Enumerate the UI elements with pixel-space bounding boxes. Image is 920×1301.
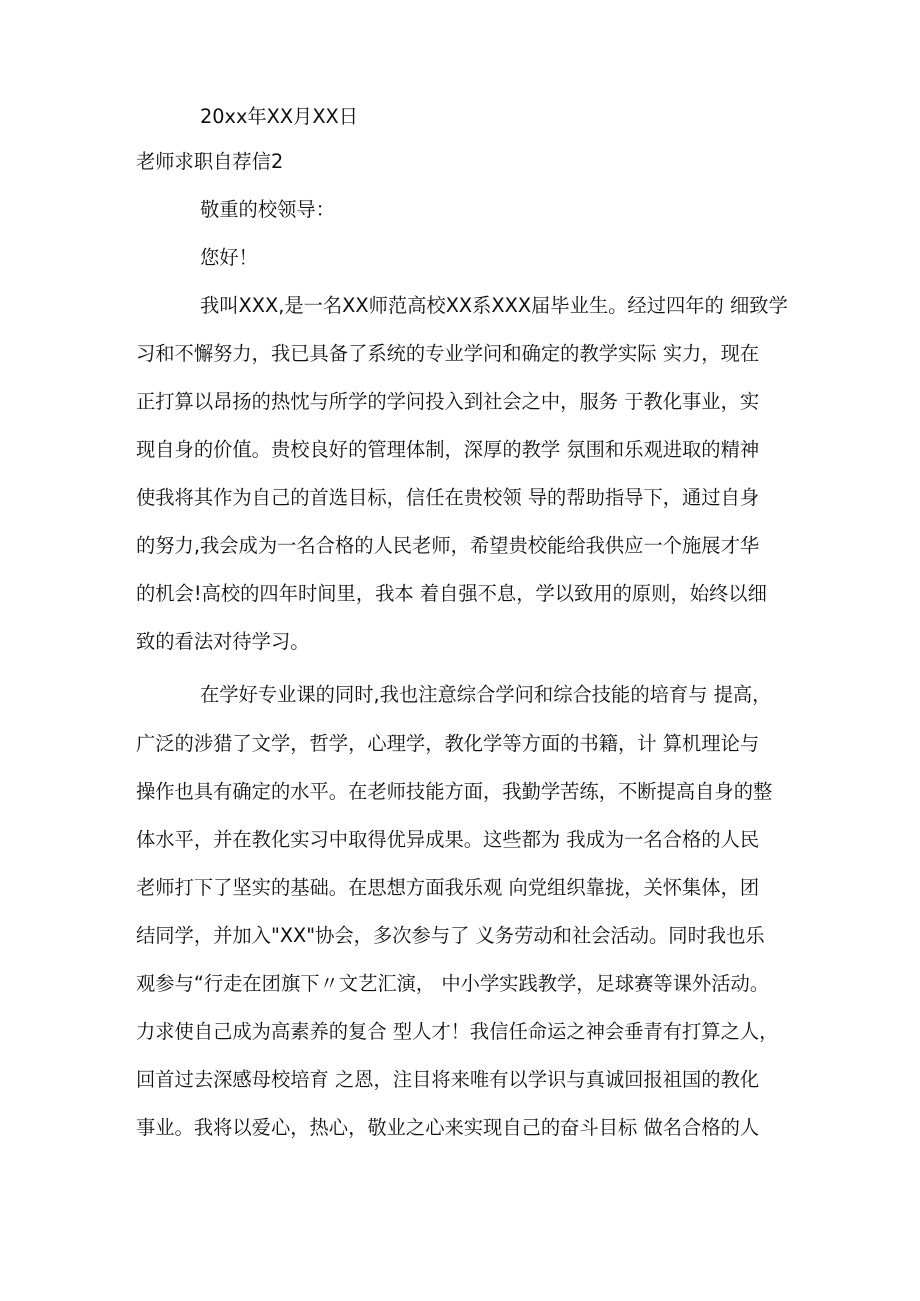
salutation: 敬重的校领导： xyxy=(200,198,335,221)
paragraph-2-line: 老师打下了坚实的基础。在思想方面我乐观 向党组织靠拢，关怀集体，团 xyxy=(136,876,760,899)
paragraph-2-line: 回首过去深感母校培育 之恩，注目将来唯有以学识与真诚回报祖国的教化 xyxy=(136,1068,760,1091)
letter-date: 20xx年XX月XX日 xyxy=(200,105,359,128)
paragraph-2-line: 在学好专业课的同时,我也注意综合学问和综合技能的培育与 提高， xyxy=(200,683,772,706)
paragraph-1-line: 的机会!高校的四年时间里，我本 着自强不息，学以致用的原则，始终以细 xyxy=(136,582,767,605)
paragraph-2-line: 操作也具有确定的水平。在老师技能方面，我勤学苦练，不断提高自身的整 xyxy=(136,780,773,803)
paragraph-2-line: 广泛的涉猎了文学，哲学，心理学，教化学等方面的书籍，计 算机理论与 xyxy=(136,732,760,755)
paragraph-2-line: 力求使自己成为高素养的复合 型人才！我信任命运之神会垂青有打算之人， xyxy=(136,1020,779,1043)
greeting: 您好！ xyxy=(200,246,258,269)
paragraph-1-line: 致的看法对待学习。 xyxy=(136,630,310,653)
paragraph-2-line: 事业。我将以爱心，热心，敬业之心来实现自己的奋斗目标 做名合格的人 xyxy=(136,1116,760,1139)
letter-title: 老师求职自荐信2 xyxy=(136,150,284,173)
paragraph-2-line: 观参与“行走在团旗下〃文艺汇演， 中小学实践教学，足球赛等课外活动。 xyxy=(136,972,770,995)
paragraph-1-line: 现自身的价值。贵校良好的管理体制，深厚的教学 氛围和乐观进取的精神 xyxy=(136,438,760,461)
paragraph-1-line: 我叫XXX,是一名XX师范高校XX系XXX届毕业生。经过四年的 细致学 xyxy=(200,294,788,317)
paragraph-2-line: 结同学，并加入"XX"协会，多次参与了 义务劳动和社会活动。同时我也乐 xyxy=(136,924,765,947)
paragraph-1-line: 使我将其作为自己的首选目标，信任在贵校领 导的帮助指导下，通过自身 xyxy=(136,486,760,509)
paragraph-1-line: 的努力,我会成为一名合格的人民老师，希望贵校能给我供应一个施展才华 xyxy=(136,534,760,557)
paragraph-2-line: 体水平，并在教化实习中取得优异成果。这些都为 我成为一名合格的人民 xyxy=(136,828,760,851)
paragraph-1-line: 习和不懈努力，我已具备了系统的专业学问和确定的教学实际 实力，现在 xyxy=(136,342,760,365)
paragraph-1-line: 正打算以昂扬的热忱与所学的学问投入到社会之中，服务 于教化事业，实 xyxy=(136,390,760,413)
